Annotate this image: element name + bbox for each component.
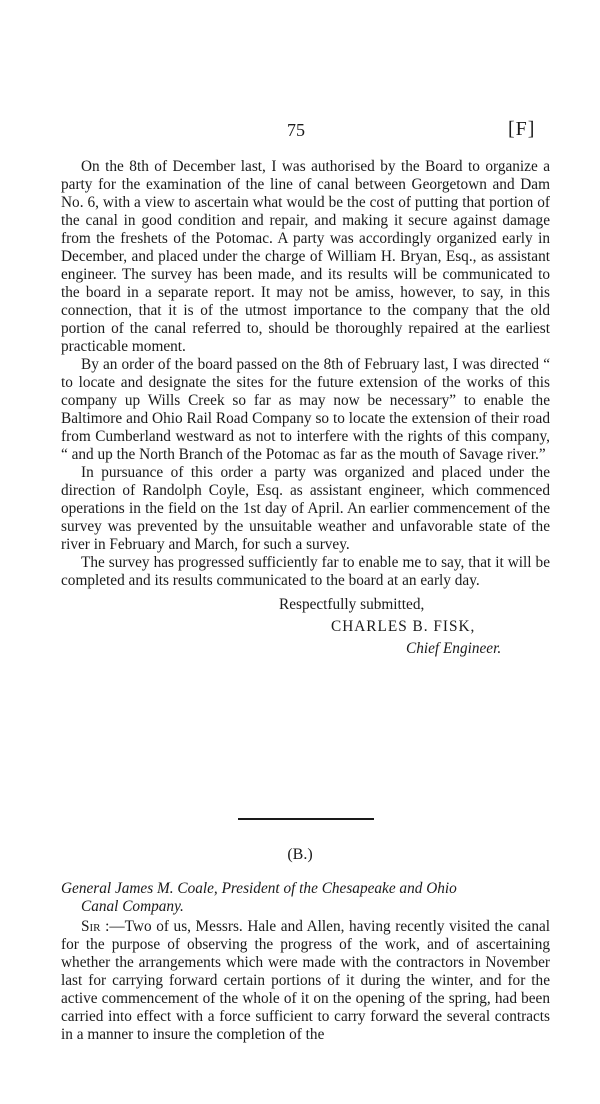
addressee-line-1: General James M. Coale, President of the Chesapeake and Ohio xyxy=(61,880,457,897)
signoff-block xyxy=(61,596,550,666)
signer-title: Chief Engineer. xyxy=(406,640,502,657)
page-header xyxy=(0,120,600,144)
signer-name: CHARLES B. FISK, xyxy=(331,618,476,635)
section-divider xyxy=(238,818,374,820)
report-body xyxy=(61,158,550,666)
page-number: 75 xyxy=(287,120,305,140)
paragraph-4: The survey has progressed sufficiently far to enable me to say, that it will be completed and its results communicated to the board at an early day. xyxy=(61,554,550,589)
document-mark: [F] xyxy=(508,118,536,140)
paragraph-3: In pursuance of this order a party was organized and placed under the direction of Randolph Coyle, Esq. as assistant engineer, which commenced operations in the field on the 1st day of April. An earlier commencement of the survey was prevented by the unsuitable weather and unfavorable state of the river in February and March, for such a survey. xyxy=(61,464,550,553)
letter-body-text: —Two of us, Messrs. Hale and Allen, having recently visited the canal for the purpose of observing the progress of the work, and of ascertaining whether the arrangements which were made with the contractors in November last for carrying forward certain portions of it during the winter, and for the active commencement of the whole of it on the opening of the spring, had been carried into effect with a force sufficient to carry forward the several contracts in a manner to insure the completion of the xyxy=(61,918,551,1043)
salutation: Sir : xyxy=(81,918,110,935)
letter-body-paragraph xyxy=(61,918,550,1044)
paragraph-1: On the 8th of December last, I was authorised by the Board to organize a party for the examination of the line of canal between Georgetown and Dam No. 6, with a view to ascertain what would be the cost of putting that portion of the canal in good condition and repair, and making it secure against damage from the freshets of the Potomac. A party was accordingly organized early in December, and placed under the charge of William H. Bryan, Esq., as assistant engineer. The survey has been made, and its results will be communicated to the board in a separate report. It may not be amiss, however, to say, in this connection, that it is of the utmost importance to the company that the old portion of the canal referred to, should be thoroughly repaired at the earliest practicable moment. xyxy=(61,158,550,355)
addressee-line-2: Canal Company. xyxy=(81,898,184,915)
letter-section xyxy=(61,880,550,1044)
paragraph-2: By an order of the board passed on the 8th of February last, I was directed “ to locate and designate the sites for the future extension of the works of this company up Wills Creek so far as may now be necessary” to enable the Baltimore and Ohio Rail Road Company so to locate the extension of their road from Cumberland westward as not to interfere with the rights of this company, “ and up the North Branch of the Potomac as far as the mouth of Savage river.” xyxy=(61,356,550,463)
section-label: (B.) xyxy=(287,846,313,863)
closing-line: Respectfully submitted, xyxy=(279,596,425,613)
